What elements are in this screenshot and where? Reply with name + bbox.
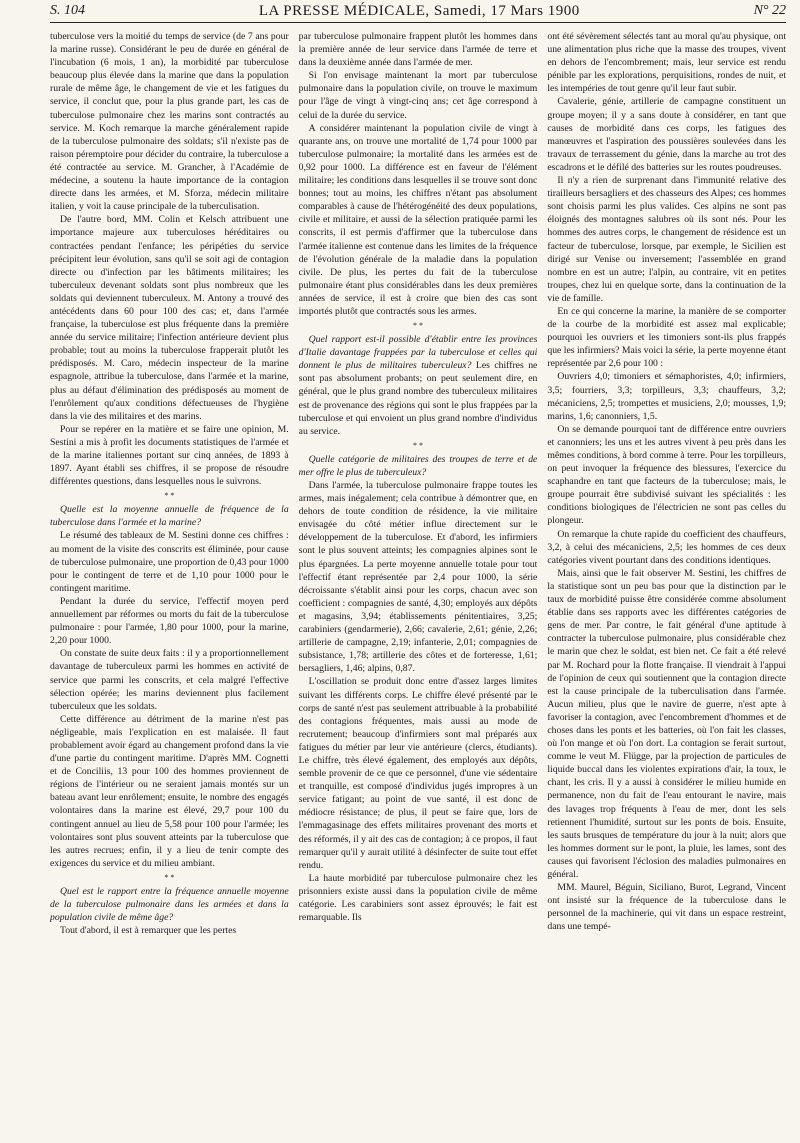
paragraph: En ce qui concerne la marine, la manière de se comporter de la courbe de la morbidité est assez mal explicable; pourquoi les ouvriers et les timoniers sont-ils plus frappés que les infirmiers? Mais voici la série, la perte moyenne étant représentée par 2,6 pour 100 : (547, 305, 787, 370)
paragraph: Tout d'abord, il est à remarquer que les pertes (60, 925, 237, 937)
section-separator: * * (164, 491, 175, 501)
section-question: Quel rapport est-il possible d'établir entre les provinces d'Italie davantage frappées par la tuberculose et celles qui donnent le plus de militaires tuberculeux? (298, 334, 538, 372)
paragraph: par tuberculose pulmonaire frappent plutôt les hommes dans la première année de leur service dans l'armée de terre et dans la deuxième année dans l'armée de mer. (298, 31, 538, 69)
paragraph: tuberculose vers la moitié du temps de service (de 7 ans pour la marine russe). Considérant le peu de durée en général de l'incubation (6 mois, 1 an), la morbidité par tuberculose beaucoup plus élevée dans la marine que dans la population rurale de même âge, le changement de vie et les fatigues du service, il conclut que, pour la plus grande part, les cas de tuberculose pulmonaire chez les marins sont contractés au service. M. Koch remarque la marche généralement rapide de la tuberculose pulmonaire des soldats; s'il n'existe pas de raison péremptoire pour décider du contraire, la tuberculose a été contractée au service. M. Grancher, à l'Académie de médecine, a soutenu la haute importance de la contagion directe dans les armées, et M. Sforza, médecin militaire italien, y voit la cause principale de la tuberculisation. (50, 31, 289, 213)
section-question: Quel est le rapport entre la fréquence annuelle moyenne de la tuberculose pulmonaire dans les armées et dans la population civile de même âge? (50, 885, 289, 924)
paragraph-text: Les chiffres ne sont pas absolument probants; on peut seulement dire, en général, que le plus grand nombre des tuberculeux militaires est de provenance des régions qui sont le plus frappées par la tuberculose et qui envoient un plus grand nombre d'individus au service. (298, 360, 538, 437)
section-question: Quelle est la moyenne annuelle de fréquence de la tuberculose dans l'armée et la marine? (50, 504, 289, 529)
paragraph: Le résumé des tableaux de M. Sestini donne ces chiffres : au moment de la visite des conscrits est éliminée, pour cause de tuberculose pulmonaire, une proportion de 0,43 pour 1000 pour le contingent de terre et de 1,10 pour 1000 pour le contingent maritime. (50, 530, 289, 594)
paragraph: ont été sévèrement sélectés tant au moral qu'au physique, ont une alimentation plus riche que la masse des troupes, vivent en dehors de l'encombrement; mais, leur service est rendu pénible par les explorations, perquisitions, rondes de nuit, et les intempéries de tout genre qu'il leur faut subir. (547, 31, 787, 95)
paragraph: La haute morbidité par tuberculose pulmonaire chez les prisonniers existe aussi dans la population civile de même catégorie. Les carabiniers sont assez éprouvés; le fait est remarquable. Ils (298, 872, 538, 924)
question-paragraph (299, 333, 538, 438)
paragraph: Cavalerie, génie, artillerie de campagne constituent un groupe moyen; il y a sans doute à considérer, en tant que causes de morbidité dans ces corps, les fatigues des manœuvres et l'aspiration des poussières soulevées dans les travaux de terrassement du génie, dans la marche au trot des escadrons et le défilé des batteries sur les routes poudreuses. (547, 96, 787, 173)
paragraph: MM. Maurel, Béguin, Siciliano, Burot, Legrand, Vincent ont insisté sur la fréquence de la tuberculose dans le personnel de la machinerie, qui vit dans un espace restreint, dans une tempé- (547, 882, 787, 933)
paragraph: De l'autre bord, MM. Colin et Kelsch attribuent une importance majeure aux tuberculoses héréditaires ou contractées pendant l'enfance; les péripéties du service précipitent leur évolution, sans qu'il se soit agi de contagion directe ou d'infection par les bâtiments militaires; les tuberculeux devenant soldats sont plus nombreux que les soldats qui deviennent tuberculeux. M. Antony a trouvé des antécédents dans 60 pour 100 des cas; et, dans l'armée française, la tuberculose est plus fréquente dans la première année du service militaire; l'infection antérieure devient plus probable; tout au moins la tuberculose frapperait plutôt les prédisposés. M. Caro, médecin inspecteur de la marine espagnole, attribue la tuberculose, dans l'armée et la marine, plus au défaut d'élimination des prédisposés au moment de l'enrôlement qu'aux conditions défectueuses de l'hygiène dans la vie des militaires et des marins. (50, 214, 289, 422)
paragraph: On constate de suite deux faits : il y a proportionnellement davantage de tuberculeux parmi les hommes en activité de service que parmi les conscrits, et cela malgré l'effective sélection opérée; les marins deviennent plus facilement tuberculeux que les soldats. (50, 648, 289, 712)
section-question: Quelle catégorie de militaires des troupes de terre et de mer offre le plus de tuberculeux? (298, 453, 538, 478)
page-number: S. 104 (50, 3, 85, 18)
paragraph: Mais, ainsi que le fait observer M. Sestini, les chiffres de la statistique sont un peu bas pour que la distinction par le taux de morbidité puisse être considérée comme absolument établie dans ses rapports avec les différentes catégories de gens de mer. Par contre, le fait général d'une aptitude à contracter la tuberculose pulmonaire, plus considérable chez le marin que chez le soldat, est bien net. Ce fait a été relevé par M. Rochard pour la flotte française. Il viendrait à l'appui de l'opinion de ceux qui soutiennent que la contagion directe est la cause principale de la tuberculisation dans l'armée. Aucun milieu, plus que le navire de guerre, n'est apte à favoriser la contagion, avec l'encombrement d'hommes et de choses dans les ponts et les batteries, où l'on fait les classes, où l'on mange et où l'on dort. La contagion se ferait surtout, comme le veut M. Flügge, par la projection de particules de liquide buccal dans les violentes expirations d'air, la toux, le chant, les cris. Il y a aussi à considérer le milieu humide en permanence, non du fait de l'eau entourant le navire, mais des lavages trop fréquents à l'eau de mer, dont les sels retiennent l'humidité, surtout sur les ponts de bois. Ensuite, les sauts brusques de température du jour à la nuit; alors que les hommes dorment sur le pont, la pluie, les lames, sont des causes qui favorisent l'éclosion des maladies pulmonaires en général. (547, 567, 787, 880)
column-2 (299, 30, 538, 1135)
paragraph: Pour se repérer en la matière et se faire une opinion, M. Sestini a mis à profit les documents statistiques de l'armée et de la marine italiennes portant sur cinq années, de 1893 à 1897. Ayant établi ses chiffres, il se propose de résoudre différentes questions, dans lesquelles nous le suivrons. (50, 423, 289, 488)
paragraph: A considérer maintenant la population civile de vingt à quarante ans, on trouve une mortalité de 1,74 pour 1000 par tuberculose pulmonaire; la mortalité dans les armées est de 0,92 pour 1000. La différence est en faveur de l'élément militaire; les conditions dans lesquelles il se trouve sont donc bonnes; tout au moins, les chiffres n'étant pas absolument comparables à cause de l'hétérogénéité des deux populations, civile et militaire, et aussi de la sélection pratiquée parmi les conscrits, il est permis d'affirmer que la tuberculose dans l'armée italienne est contenue dans les limites de la fréquence de l'évolution générale de la maladie dans la population civile. De plus, les pertes du fait de la tuberculose pulmonaire étant plus considérables dans les deux premières années de service, il est à croire que bien des cas sont importés plutôt que contractés sous les armes. (298, 122, 538, 317)
journal-title: LA PRESSE MÉDICALE, Samedi, 17 Mars 1900 (258, 2, 580, 19)
paragraph: Si l'on envisage maintenant la mort par tuberculose pulmonaire dans la population civile, on trouve le maximum pour l'âge de vingt à vingt-cinq ans; cet âge correspond à celui de la durée du service. (298, 70, 538, 121)
column-3 (547, 30, 786, 1135)
section-separator: * * (413, 440, 423, 450)
paragraph: Pendant la durée du service, l'effectif moyen perd annuellement par réformes ou morts du fait de la tuberculose pulmonaire : pour l'armée, 1,80 pour 1000, pour la marine, 2,20 pour 1000. (50, 595, 289, 647)
column-1 (50, 30, 289, 1135)
issue-number: N° 22 (753, 3, 786, 18)
paragraph: Il n'y a rien de surprenant dans l'immunité relative des tirailleurs bersagliers et des chasseurs des Alpes; ces hommes sont choisis parmi les plus valides. Ces alpins ne sont pas éloignés des montagnes salubres où ils sont nés. Pour les hommes des autres corps, le changement de résidence est un facteur de tuberculose, lorsque, par exemple, le Sicilien est dirigé sur Venise ou inversement; l'assemblée en grand nombre en est un autre; l'alpin, au contraire, vit en petites troupes, chez lui en quelque sorte, dans la continuation de la vie de famille. (547, 175, 787, 304)
paragraph: On remarque la chute rapide du coefficient des chauffeurs, 3,2, à celui des mécaniciens, 2,5; les hommes de ces deux catégories vivent pourtant dans des conditions identiques. (547, 528, 787, 566)
section-separator: * * (164, 872, 175, 882)
paragraph: Dans l'armée, la tuberculose pulmonaire frappe toutes les armes, mais inégalement; cela contribue à démontrer que, en dehors de toute condition de résidence, la vie militaire envisagée du côté métier influe directement sur le développement de la tuberculose. Et d'abord, les infirmiers sont le plus souvent atteints; les compagnies alpines sont le plus épargnées. La perte moyenne annuelle totale pour tout l'effectif étant représentée par 2,4 pour 1000, la série décroissante s'établit ainsi pour les corps, chacun avec son coefficient : compagnies de santé, 4,30; employés aux dépôts et magasins, 3,94; établissements pénitentiaires, 3,25; carabiniers (gendarmerie), 2,66; cavalerie, 2,61; génie, 2,26; artillerie de campagne, 2,19; infanterie, 2,01; compagnies de subsistance, 1,78; artillerie des côtes et de forteresse, 1,61; bersagliers, 1,46; alpins, 0,87. (298, 480, 538, 675)
paragraph: Cette différence au détriment de la marine n'est pas négligeable, mais l'explication en est malaisée. Il faut probablement avoir égard au changement profond dans la vie d'une partie du contingent maritime. D'après MM. Cognetti et de Conciliis, 13 pour 100 des hommes proviennent de régions de l'intérieur ou ne seraient jamais montés sur un bateau avant leur enrôlement; ensuite, le nombre des engagés volontaires dans la marine est élevé, 29,7 pour 100 du contingent annuel au lieu de 5,58 pour 100 pour l'armée; les volontaires sont plus souvent atteints par la tuberculose que les autres recrues; enfin, il y a lieu de tenir compte des exigences du service et du milieu ambiant. (50, 713, 289, 869)
paragraph: On se demande pourquoi tant de différence entre ouvriers et canonniers; les uns et les autres vivent à peu près dans les mêmes conditions, à bord comme à terre. Pour les torpilleurs, on peut invoquer la fréquence des blessures, l'exercice du scaphandre en tant que facteurs de la tuberculose; mais, le groupe pourrait être subdivisé suivant les spécialités : les conditions biologiques de l'électricien ne sont pas celles du plongeur. (547, 423, 787, 527)
paragraph: Ouvriers 4,0; timoniers et sémaphoristes, 4,0; infirmiers, 3,5; fourriers, 3,3; torpilleurs, 3,3; chauffeurs, 3,2; mécaniciens, 2,5; trompettes et musiciens, 2,0; mousses, 1,9; marins, 1,6; canonniers, 1,5. (547, 371, 787, 422)
article-columns (50, 30, 786, 1135)
paragraph: L'oscillation se produit donc entre d'assez larges limites suivant les différents corps. Le chiffre élevé présenté par le corps de santé n'est pas seulement attribuable à la probabilité des contagions fréquentes, mais aussi au mode de recrutement; beaucoup d'infirmiers sont mal préparés aux fatigues du métier par leur vie antérieure (clercs, étudiants). Le chiffre, très élevé également, des employés aux dépôts, semble provenir de ce que ce personnel, d'une vie sédentaire et tranquille, est composé d'individus jugés impropres à un service fatigant; au point de vue santé, il est donc de médiocre résistance; de plus, il peut se faire que, lors de l'emmagasinage des effets militaires provenant des morts et des réformés, il y ait des cas de contagion; à ce propos, il faut remarquer qu'il y aurait utilité à désinfecter de suite tout effet rendu. (298, 676, 538, 871)
section-separator: * * (413, 321, 423, 331)
page-header (50, 0, 786, 23)
